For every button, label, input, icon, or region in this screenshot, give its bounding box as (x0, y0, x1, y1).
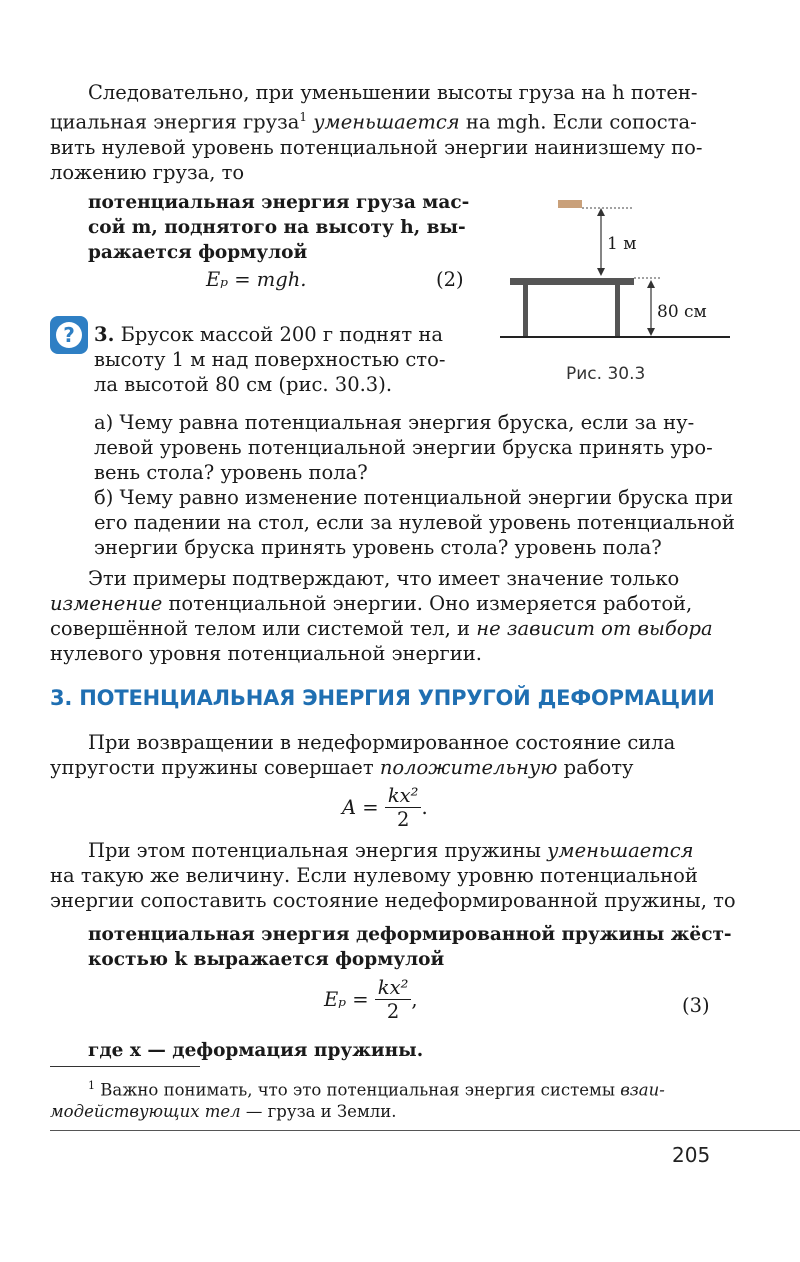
emphasis: уменьшается (313, 110, 460, 134)
punctuation: , (411, 988, 418, 1011)
text-fragment: — груза и Земли. (245, 1101, 397, 1121)
denominator: 2 (386, 1000, 400, 1023)
text-fragment: потенциальной энергии. Оно измеряется работой, (168, 592, 693, 615)
emphasis: изменение (50, 592, 163, 615)
figure-table-block (500, 188, 730, 388)
footnote-ref: 1 (299, 110, 308, 124)
label-1m: 1 м (607, 234, 637, 254)
question-number: 3. (94, 323, 115, 346)
question-3 (94, 322, 474, 397)
footnote-mark: 1 (88, 1079, 95, 1092)
arrow-head-up (647, 280, 655, 288)
text-line: костью k выражается формулой (88, 949, 445, 970)
arrow-head-down (647, 328, 655, 336)
rule-spring-energy (88, 922, 732, 972)
table-leg-right (615, 285, 620, 337)
page-number: 205 (672, 1143, 711, 1167)
page-bottom-rule (50, 1130, 800, 1131)
text-line: ла высотой 80 см (рис. 30.3). (94, 373, 393, 396)
text-line (50, 1101, 665, 1122)
paragraph-intro-cont (50, 105, 718, 185)
text-line: левой уровень потенциальной энергии бруска принять уро- (94, 436, 713, 459)
text-line: Следовательно, при уменьшении высоты груза на h потен- (88, 81, 698, 104)
numerator: kx² (385, 784, 422, 808)
block (558, 200, 582, 208)
text-fragment: на mgh. Если сопоста- (465, 110, 697, 134)
text-line (50, 1075, 665, 1101)
rule-deformation: где x — деформация пружины. (88, 1040, 424, 1061)
rule-gravity-energy (88, 190, 468, 265)
emphasis: уменьшается (547, 839, 694, 862)
table-top (510, 278, 634, 285)
text-line: потенциальная энергия груза мас- (88, 192, 470, 213)
text-line (94, 322, 474, 347)
equation-number: (3) (682, 994, 710, 1017)
text-line (50, 616, 718, 641)
emphasis: положительную (379, 756, 558, 779)
formula-lhs: A = (342, 796, 379, 819)
denominator: 2 (396, 808, 410, 831)
text-line: Эти примеры подтверждают, что имеет значение только (88, 567, 680, 590)
text-fragment: совершённой телом или системой тел, и (50, 617, 471, 640)
text-line: вить нулевой уровень потенциальной энергии наинизшему по- (50, 135, 703, 159)
text-fragment: работу (563, 756, 634, 779)
punctuation: . (421, 796, 428, 819)
text-line: на такую же величину. Если нулевому уровню потенциальной (50, 864, 698, 887)
paragraph-decrease (88, 838, 718, 863)
text-fragment: Важно понимать, что это потенциальная энергия системы (100, 1080, 615, 1100)
text-line (50, 755, 718, 780)
text-fragment: Брусок массой 200 г поднят на (120, 323, 443, 346)
question-icon (50, 316, 88, 354)
emphasis: не зависит от выбора (476, 617, 713, 640)
paragraph-intro (88, 80, 718, 105)
paragraph-spring-cont (50, 755, 718, 780)
text-line: энергии сопоставить состояние недеформированной пружины, то (50, 889, 736, 912)
text-line: высоту 1 м над поверхностью сто- (94, 348, 446, 371)
text-fragment: циальная энергия груза (50, 110, 300, 134)
text-line: ражается формулой (88, 242, 308, 263)
paragraph-examples (88, 566, 718, 591)
question-mark-icon: ? (56, 322, 82, 348)
text-line: энергии бруска принять уровень стола? уровень пола? (94, 536, 662, 559)
text-line: вень стола? уровень пола? (94, 461, 368, 484)
formula-lhs: Eₚ = (324, 988, 369, 1011)
text-line (50, 105, 718, 135)
label-80cm: 80 см (657, 302, 707, 322)
fraction (375, 976, 412, 1023)
text-line: его падении на стол, если за нулевой уровень потенциальной (94, 511, 735, 534)
text-line: б) Чему равно изменение потенциальной энергии бруска при (94, 486, 734, 509)
formula-spring (324, 976, 418, 1023)
fraction (385, 784, 422, 831)
text-line: а) Чему равна потенциальная энергия бруска, если за ну- (94, 411, 695, 434)
question-3-parts (94, 410, 735, 560)
text-line: нулевого уровня потенциальной энергии. (50, 642, 482, 665)
arrow-head-down (597, 268, 605, 276)
formula-gravity: Eₚ = mgh. (206, 268, 307, 291)
emphasis: модействующих тел (50, 1101, 241, 1121)
formula-work (342, 784, 428, 831)
figure-caption: Рис. 30.3 (566, 364, 646, 384)
text-line (50, 591, 718, 616)
text-line: сой m, поднятого на высоту h, вы- (88, 217, 466, 238)
text-line (88, 838, 718, 863)
text-line: При возвращении в недеформированное состояние сила (88, 731, 676, 754)
equation-number: (2) (436, 268, 464, 291)
table-leg-left (523, 285, 528, 337)
text-fragment: упругости пружины совершает (50, 756, 374, 779)
arrow-head-up (597, 208, 605, 216)
section-heading: 3. ПОТЕНЦИАЛЬНАЯ ЭНЕРГИЯ УПРУГОЙ ДЕФОРМАЦИИ (50, 686, 715, 710)
text-fragment: При этом потенциальная энергия пружины (88, 839, 541, 862)
text-line: потенциальная энергия деформированной пружины жёст- (88, 924, 732, 945)
paragraph-examples-cont (50, 591, 718, 666)
paragraph-spring (88, 730, 718, 755)
emphasis: взаи- (620, 1080, 665, 1100)
paragraph-decrease-cont (50, 863, 736, 913)
text-line: ложению груза, то (50, 160, 245, 184)
numerator: kx² (375, 976, 412, 1000)
footnote-divider (50, 1066, 200, 1067)
footnote (50, 1075, 665, 1122)
